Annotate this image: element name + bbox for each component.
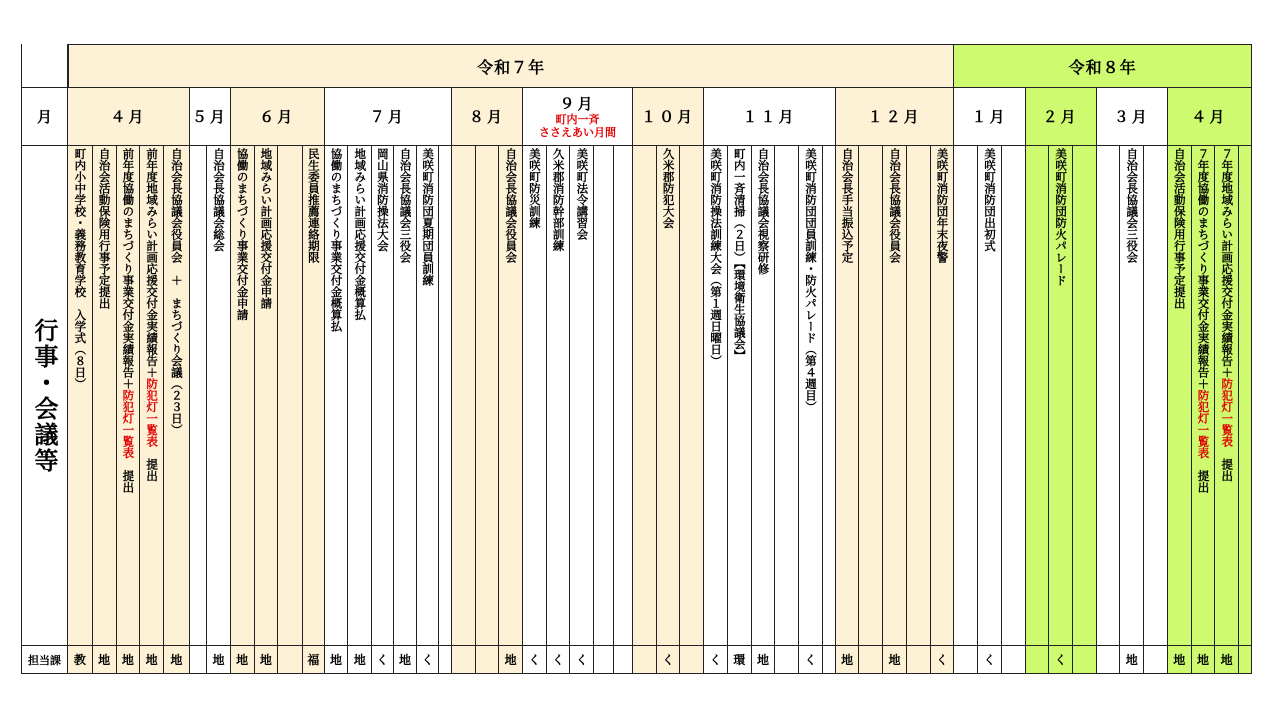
dept-cell: 地 — [348, 646, 372, 674]
dept-cell: 教 — [68, 646, 93, 674]
month-header-6 — [523, 88, 633, 146]
event-text-main: 美咲町消防操法訓練大会（第１週日曜日） — [709, 148, 724, 367]
event-cell — [255, 146, 279, 646]
dept-cell — [823, 646, 836, 674]
event-text — [575, 148, 588, 240]
event-text-main: 自治会活動保険用行事予定提出 — [1172, 148, 1187, 309]
event-cell — [190, 146, 207, 646]
event-text — [121, 148, 134, 493]
event-text — [307, 148, 320, 263]
event-text — [399, 148, 412, 263]
era-header-2: 令和８年 — [954, 44, 1252, 88]
event-text-main: 美咲町法令講習会 — [575, 148, 590, 240]
event-text — [421, 148, 434, 286]
event-text — [259, 148, 272, 309]
event-cell — [207, 146, 231, 646]
month-header-13 — [1168, 88, 1252, 146]
era-header-1: 令和７年 — [68, 44, 954, 88]
event-text — [757, 148, 770, 275]
event-text-tail: 提出 — [1220, 447, 1235, 482]
event-text — [841, 148, 854, 263]
event-cell — [954, 146, 978, 646]
event-text-main: 地域みらい計画応援交付金申請 — [259, 148, 274, 309]
month-header-label: 月 — [21, 88, 68, 146]
dept-cell: く — [978, 646, 1002, 674]
event-text-main: 前年度地域みらい計画応援交付金実績報告＋ — [145, 148, 160, 378]
month-label: １１月 — [742, 107, 797, 126]
month-sub-2: ささえあい月間 — [539, 125, 617, 139]
event-cell — [1026, 146, 1050, 646]
event-text — [552, 148, 565, 252]
event-text-tail: 提出 — [1196, 458, 1211, 493]
dept-cell — [1002, 646, 1026, 674]
event-text — [528, 148, 541, 229]
event-cell — [1192, 146, 1216, 646]
month-label: ６月 — [259, 107, 296, 126]
dept-cell — [1073, 646, 1097, 674]
month-header-11 — [1026, 88, 1097, 146]
event-cell — [799, 146, 823, 646]
event-cell — [547, 146, 571, 646]
event-text-main: 自治会長協議会役員会 — [504, 148, 519, 263]
event-text — [1054, 148, 1067, 286]
event-cell — [278, 146, 303, 646]
month-label: １２月 — [867, 107, 922, 126]
event-text-main: 民生委員推薦連絡期限 — [306, 148, 321, 263]
dept-cell — [954, 646, 978, 674]
dept-cell — [1144, 646, 1168, 674]
event-cell — [523, 146, 547, 646]
dept-cell: く — [570, 646, 594, 674]
dept-cell: く — [931, 646, 955, 674]
event-text — [983, 148, 996, 252]
event-cell — [775, 146, 799, 646]
dept-cell: 地 — [164, 646, 190, 674]
event-text-main: ７年度協働のまちづくり事業交付金実績報告＋ — [1196, 148, 1211, 390]
dept-cell — [476, 646, 500, 674]
event-cell — [931, 146, 955, 646]
event-text — [804, 148, 817, 413]
dept-cell — [452, 646, 476, 674]
dept-cell — [907, 646, 931, 674]
dept-cell — [859, 646, 883, 674]
event-cell — [633, 146, 657, 646]
event-text — [376, 148, 389, 252]
month-label: ３月 — [1113, 107, 1150, 126]
event-cell — [1002, 146, 1026, 646]
dept-cell — [278, 646, 303, 674]
event-text-main: 協働のまちづくり事業交付金概算払 — [329, 148, 344, 332]
event-cell — [1073, 146, 1097, 646]
month-label: ４月 — [110, 107, 147, 126]
event-text-main: 自治会長手当振込予定 — [840, 148, 855, 263]
dept-cell: 環 — [728, 646, 752, 674]
event-cell — [1097, 146, 1121, 646]
event-cell — [439, 146, 452, 646]
event-text — [1125, 148, 1138, 263]
dept-cell: 地 — [1120, 646, 1144, 674]
dept-cell: 福 — [303, 646, 325, 674]
dept-cell: 地 — [1168, 646, 1192, 674]
month-header-7 — [633, 88, 704, 146]
month-sub-1: 町内一斉 — [555, 112, 600, 126]
event-text — [73, 148, 86, 390]
dept-cell: く — [799, 646, 823, 674]
event-text-red: 防犯灯一覧表 — [1220, 378, 1235, 447]
event-cell — [452, 146, 476, 646]
event-cell — [859, 146, 883, 646]
month-header-9 — [836, 88, 955, 146]
month-label: ９月 — [559, 94, 596, 113]
event-text — [936, 148, 949, 263]
dept-cell: 地 — [1215, 646, 1239, 674]
event-text-main: 自治会長協議会三役会 — [1125, 148, 1140, 263]
event-cell — [140, 146, 164, 646]
dept-cell — [680, 646, 704, 674]
event-text-red: 防犯灯一覧表 — [1196, 389, 1211, 459]
month-header-10 — [954, 88, 1025, 146]
event-cell — [1215, 146, 1239, 646]
event-text-tail: 提出 — [121, 458, 136, 493]
event-text-main: 町内小中学校・義務教育学校 入学式（８日） — [73, 148, 88, 390]
event-text-main: 久米郡消防幹部訓練 — [551, 148, 566, 252]
event-text-main: 自治会長協議会役員会 ＋ まちづくり会議（２３日） — [169, 148, 184, 436]
event-cell — [1049, 146, 1073, 646]
event-cell — [325, 146, 349, 646]
event-text-main: 町内一斉清掃（２日）【環境衛生協議会】 — [732, 148, 747, 361]
event-text — [733, 148, 746, 361]
event-cell — [907, 146, 931, 646]
event-cell — [1239, 146, 1252, 646]
event-cell — [570, 146, 594, 646]
event-text — [98, 148, 111, 309]
event-text-main: 協働のまちづくり事業交付金申請 — [235, 148, 250, 321]
event-text-main: 岡山県消防操法大会 — [375, 148, 390, 252]
month-header-4 — [325, 88, 452, 146]
dept-cell — [633, 646, 657, 674]
event-text-main: 自治会長協議会総会 — [211, 148, 226, 252]
event-text-main: 美咲町消防団団員訓練・防火パレード（第４週目） — [803, 148, 818, 413]
event-text-red: 防犯灯一覧表 — [121, 389, 136, 459]
event-text-main: 前年度協働のまちづくり事業交付金実績報告＋ — [121, 148, 136, 390]
event-text — [1196, 148, 1209, 493]
event-text — [504, 148, 517, 263]
event-cell — [417, 146, 439, 646]
events-label-text: 行事・会議等 — [30, 317, 58, 474]
event-text-main: 自治会長協議会三役会 — [398, 148, 413, 263]
month-header-12 — [1097, 88, 1168, 146]
event-cell — [823, 146, 836, 646]
event-text-main: 自治会活動保険用行事予定提出 — [97, 148, 112, 309]
event-cell — [594, 146, 613, 646]
event-cell — [476, 146, 500, 646]
dept-cell — [190, 646, 207, 674]
dept-cell — [1026, 646, 1050, 674]
event-text — [236, 148, 249, 321]
event-cell — [614, 146, 633, 646]
event-cell — [348, 146, 372, 646]
event-cell — [1168, 146, 1192, 646]
event-text-main: 美咲町消防団出初式 — [982, 148, 997, 252]
dept-cell: く — [704, 646, 728, 674]
dept-cell: 地 — [883, 646, 907, 674]
dept-cell — [1097, 646, 1121, 674]
event-text — [1173, 148, 1186, 309]
month-label: ５月 — [191, 107, 228, 126]
event-text-main: 美咲町消防団年末夜警 — [935, 148, 950, 263]
event-cell — [657, 146, 681, 646]
dept-cell: 地 — [255, 646, 279, 674]
month-label: ８月 — [468, 107, 505, 126]
event-cell — [978, 146, 1002, 646]
event-text — [888, 148, 901, 263]
event-text — [170, 148, 183, 436]
event-text — [353, 148, 366, 321]
event-cell — [303, 146, 325, 646]
event-cell — [728, 146, 752, 646]
month-header-3 — [231, 88, 325, 146]
dept-cell: 地 — [231, 646, 255, 674]
month-label: １月 — [971, 107, 1008, 126]
event-text — [709, 148, 722, 367]
event-text-red: 防犯灯一覧表 — [145, 378, 160, 447]
dept-cell: く — [1049, 646, 1073, 674]
month-header-5 — [452, 88, 523, 146]
event-text — [212, 148, 225, 252]
dept-cell: 地 — [93, 646, 117, 674]
dept-cell — [775, 646, 799, 674]
dept-cell — [439, 646, 452, 674]
event-text — [1220, 148, 1233, 482]
event-text-main: 久米郡防犯大会 — [661, 148, 676, 229]
dept-cell: く — [523, 646, 547, 674]
dept-row-label: 担当課 — [21, 646, 68, 674]
event-cell — [1120, 146, 1144, 646]
event-cell — [680, 146, 704, 646]
dept-cell: く — [657, 646, 681, 674]
month-label: １０月 — [641, 107, 696, 126]
event-cell — [117, 146, 141, 646]
events-row-label — [21, 146, 68, 646]
dept-cell — [594, 646, 613, 674]
event-text-main: 地域みらい計画応援交付金概算払 — [353, 148, 368, 321]
dept-cell: 地 — [207, 646, 231, 674]
event-text-tail: 提出 — [145, 447, 160, 482]
month-header-1 — [68, 88, 190, 146]
event-text-main: 美咲町消防団夏期団員訓練 — [421, 148, 436, 286]
event-cell — [394, 146, 418, 646]
dept-cell: 地 — [1192, 646, 1216, 674]
event-text-main: 自治会長協議会視察研修 — [756, 148, 771, 275]
dept-cell: 地 — [394, 646, 418, 674]
event-cell — [752, 146, 776, 646]
event-text-main: 美咲町防災訓練 — [527, 148, 542, 229]
event-text — [662, 148, 675, 229]
corner-cell — [21, 44, 68, 88]
event-cell — [68, 146, 93, 646]
event-text — [330, 148, 343, 332]
event-text-main: 美咲町消防団防火パレード — [1054, 148, 1069, 286]
dept-cell: 地 — [117, 646, 141, 674]
dept-cell — [614, 646, 633, 674]
event-cell — [93, 146, 117, 646]
dept-cell: 地 — [140, 646, 164, 674]
month-header-2 — [190, 88, 231, 146]
event-text-main: ７年度地域みらい計画応援交付金実績報告＋ — [1220, 148, 1235, 378]
event-cell — [836, 146, 860, 646]
month-header-8 — [704, 88, 836, 146]
event-text-main: 自治会長協議会役員会 — [888, 148, 903, 263]
dept-cell: く — [547, 646, 571, 674]
event-text — [145, 148, 158, 482]
event-cell — [704, 146, 728, 646]
event-cell — [499, 146, 523, 646]
month-label: ２月 — [1042, 107, 1079, 126]
event-cell — [231, 146, 255, 646]
dept-cell: 地 — [325, 646, 349, 674]
dept-cell: く — [372, 646, 394, 674]
month-label: ７月 — [369, 107, 406, 126]
month-label: ４月 — [1191, 107, 1228, 126]
dept-cell: く — [417, 646, 439, 674]
event-cell — [883, 146, 907, 646]
dept-cell: 地 — [836, 646, 860, 674]
event-cell — [372, 146, 394, 646]
dept-cell — [1239, 646, 1252, 674]
dept-cell: 地 — [499, 646, 523, 674]
dept-cell: 地 — [752, 646, 776, 674]
event-cell — [164, 146, 190, 646]
event-cell — [1144, 146, 1168, 646]
